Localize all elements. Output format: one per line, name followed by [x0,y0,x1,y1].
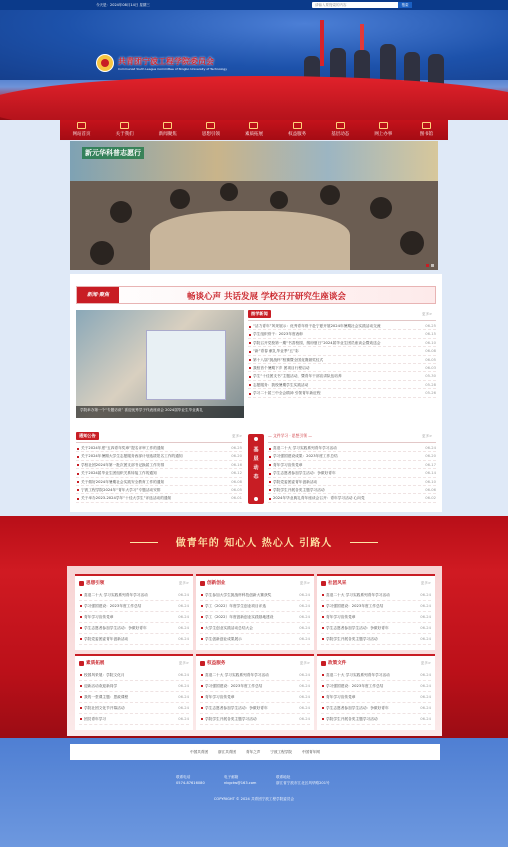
nav-item[interactable] [148,120,188,140]
list-item-date: 06-03 [423,364,436,372]
card-title[interactable]: 政策文件 [328,661,347,666]
carousel-dot[interactable] [426,264,429,267]
nav-item[interactable] [406,120,446,140]
list-item-date: 06-24 [297,612,310,623]
list-item-title[interactable]: 学生志愿者参加学生活动：争做好青年 [84,626,147,630]
school-news-more-link[interactable]: 更多> [422,312,433,316]
league-logo-icon[interactable] [96,54,114,72]
vertical-tab-char: 层 [253,456,259,462]
list-item[interactable] [268,452,436,460]
search-button[interactable]: 搜索 [398,2,412,8]
list-item-date: 06-24 [176,714,189,725]
list-item-date: 06-08 [229,478,242,486]
list-item-date: 06-24 [418,623,431,634]
list-item-date: 06-24 [418,670,431,681]
list-item-date: 06-08 [423,347,436,355]
list-item-date: 06-10 [423,339,436,347]
list-item-title[interactable]: 学院学生开展各类主题学习活动 [205,717,257,721]
list-item[interactable] [321,590,431,601]
list-item-title[interactable]: 第十八届“挑战杯”校赛暨全国竞赛颁奖仪式 [253,357,324,362]
list-item[interactable] [200,670,310,681]
category-card [317,574,435,650]
category-card [196,574,314,650]
site-subtitle: Communist Youth League Committee of Ningbo University of Technology [118,67,227,71]
contact-item [276,774,330,786]
category-card [75,654,193,730]
list-item[interactable] [248,372,436,380]
list-item-title[interactable]: 学院党委团委青年创新活动 [273,479,318,484]
list-item[interactable] [76,452,242,460]
carousel-dot[interactable] [431,264,434,267]
list-item-title[interactable]: 学生组织骨干：2023年度表彰 [253,332,303,337]
main-nav [60,120,448,140]
list-item-title[interactable]: 学习强国建设：2023年度工作总结 [205,684,263,688]
card-list [321,670,431,725]
list-item-title[interactable]: 学院社团文化节开幕活动 [84,706,125,710]
hero-table [150,211,350,270]
search-input[interactable] [312,2,412,8]
list-item-title[interactable]: “活力青年”风采展示：优秀青年骨干赴宁夏开展2024年暑期社会实践活动交流 [253,324,381,328]
book-icon [206,122,215,129]
list-item-date: 06-24 [418,612,431,623]
list-item-date: 06-24 [297,623,310,634]
list-item-title[interactable]: 我校首个暑期下乡 团项目行程启动 [253,365,310,370]
list-item-date: 06-24 [418,681,431,692]
list-item[interactable] [79,714,189,725]
footer-link[interactable]: 浙江共青团 [218,749,237,754]
list-item[interactable] [76,494,242,502]
list-item-title[interactable]: “新”青春 献礼毕业季“五”彩 [253,349,299,354]
list-item-date: 06-20 [423,452,436,460]
shield-icon [200,661,205,666]
divider [248,320,436,321]
list-item-title[interactable]: 学院学生开展各类主题学习活动 [326,717,378,721]
contact-value: 0574-87616080 [176,781,205,785]
list-item[interactable] [321,634,431,645]
list-item[interactable] [248,364,436,372]
list-item-date: 06-24 [418,590,431,601]
hero-overlay-text: 新元华科普志愿行 [82,147,144,159]
nav-item-label: 网上办事 [374,132,393,137]
list-item-title[interactable]: 校园风采展：学院文化月 [84,673,125,677]
list-item[interactable] [268,478,436,486]
list-item[interactable] [79,681,189,692]
school-news-header [248,310,271,318]
list-item-title[interactable]: 喜迎二十大 学习实践系列青年学习活动 [326,593,390,597]
list-item-title[interactable]: 学院学生开展各类主题学习活动 [273,487,325,492]
slogan-dash-right [350,542,378,543]
list-item-title[interactable]: 青年学习宣传党章 [273,462,303,467]
list-item-date: 06-24 [176,692,189,703]
card-title[interactable]: 创新创业 [207,581,226,586]
list-item-title[interactable]: 青年学习宣传党章 [326,695,356,699]
nav-item-label: 权益服务 [288,132,307,137]
list-item[interactable] [79,634,189,645]
library-icon [422,122,431,129]
list-item[interactable] [321,714,431,725]
list-item-date: 06-25 [423,322,436,330]
list-item-title[interactable]: 关于2024年暑期大学生志愿服务西部计划选拔报名工作的通知 [81,454,183,459]
list-item[interactable] [268,486,436,494]
list-item[interactable] [268,444,436,452]
list-item[interactable] [79,623,189,634]
list-item-title[interactable]: 关于做好2024年暑期社会实践安全教育工作的通知 [81,479,165,484]
list-item[interactable] [200,692,310,703]
list-item[interactable] [248,330,436,338]
carousel-dots[interactable] [426,264,434,267]
card-header[interactable] [79,580,104,586]
category-card [317,654,435,730]
slogan-text: 做青年的 知心人 热心人 引路人 [175,538,333,549]
list-item-date: 06-24 [418,714,431,725]
card-title[interactable]: 素质拓展 [86,661,105,666]
list-item[interactable] [76,469,242,477]
list-item-title[interactable]: 学生参加大学生挑战杯科技创新大赛获奖 [205,593,272,597]
list-item-date: 06-24 [418,634,431,645]
contact-value: nbgctw@163.com [224,781,257,785]
list-item-date: 05-28 [423,381,436,389]
list-item[interactable] [248,347,436,355]
card-title[interactable]: 权益服务 [207,661,226,666]
list-item[interactable] [321,681,431,692]
card-header[interactable] [200,580,225,586]
list-item-title[interactable]: 迎新活动欢迎新同学 [84,684,118,688]
list-item-title[interactable]: 志愿服务：我校暑期学生实践活动 [253,382,309,387]
list-item-date: 06-24 [176,703,189,714]
list-item-title[interactable]: 学生“十佳团支书”主题活动，暨青年干部宣讲队伍培养 [253,374,342,379]
list-item-title[interactable]: 2024年毕业典礼青年座谈会召开：青年学习活动 心向党 [273,496,365,501]
bulb-icon [200,581,205,586]
dynamic-title[interactable]: — 文件学习 · 思想引领 — [268,433,313,438]
card-header[interactable] [321,660,346,666]
list-item-date: 06-25 [229,444,242,452]
contact-label: 联系地址 [276,775,291,779]
nav-item[interactable] [234,120,274,140]
list-item[interactable] [79,670,189,681]
nav-item-label: 新闻聚焦 [158,132,177,137]
list-item-title[interactable]: 学生志愿者参加学生活动：争做好青年 [273,471,336,476]
list-item-title[interactable]: 喜迎二十大 学习实践系列青年学习活动 [326,673,390,677]
list-item-date: 06-24 [297,692,310,703]
list-item-date: 06-24 [297,703,310,714]
list-item-date: 06-24 [297,670,310,681]
list-item-title[interactable]: 青年学习宣传党章 [84,615,114,619]
nav-item[interactable] [363,120,403,140]
list-item[interactable] [76,444,242,452]
card-list [79,670,189,725]
list-item[interactable] [248,339,436,347]
list-item[interactable] [321,692,431,703]
star-icon [79,661,84,666]
list-item-title[interactable]: 学生志愿者参加学生活动：争做好青年 [326,626,389,630]
news-photo-caption[interactable]: 学院举办第一个“专题访谈” 喜迎优秀学子代表座谈会 2024届毕业生毕业典礼 [76,406,244,418]
footer-link[interactable]: 中国青年网 [301,749,320,754]
contact-item [224,774,256,786]
school-news-title[interactable]: 图学新闻 [248,310,271,318]
dynamic-more-link[interactable]: 更多> [422,434,433,438]
card-list [321,590,431,645]
list-item-title[interactable]: 关于2024年度“五四青年奖章”提名评审工作的通知 [81,446,165,450]
list-item-title[interactable]: 喜迎二十大 学习实践系列青年学习活动 [273,446,337,450]
card-title[interactable]: 社团风采 [328,581,347,586]
folder-icon [379,122,388,129]
dynamic-header [268,432,312,440]
list-item-title[interactable]: 学习强国建设：2023年度工作总结 [326,684,384,688]
list-item-title[interactable]: 学校社团2024年第一批次团支部书记换届工作安排 [81,462,165,467]
footer-link[interactable]: 宁波工程学院 [270,749,292,754]
list-item[interactable] [321,670,431,681]
category-card [75,574,193,650]
nav-item-label: 图书馆 [419,132,434,137]
list-item-title[interactable]: 学习二十届三中全会精神 引领青年新征程 [253,391,321,396]
card-list [200,670,310,725]
list-item[interactable] [76,461,242,469]
list-item-date: 06-12 [229,469,242,477]
list-item-title[interactable]: 学习强国建设：2023年度工作总结 [84,604,142,608]
list-item[interactable] [200,634,310,645]
category-cards [67,566,442,736]
list-item-title[interactable]: 学院学生开展各类主题学习活动 [326,637,378,641]
list-item-date: 06-24 [176,670,189,681]
list-item-date: 06-24 [297,601,310,612]
list-item-date: 06-24 [418,703,431,714]
list-item[interactable] [79,692,189,703]
nav-item-label: 基层动态 [331,132,350,137]
list-item-title[interactable]: 大学生创业实践活动总结大会 [205,626,253,630]
list-item-title[interactable]: 学生志愿者参加学生活动：争做好青年 [205,706,268,710]
vertical-tab-char: 态 [253,474,259,480]
child-figure [370,197,392,219]
image-icon [249,122,258,129]
flag-pole-icon [320,20,324,66]
list-item[interactable] [76,478,242,486]
list-item[interactable] [321,703,431,714]
list-item-title[interactable]: 喜迎二十大 学习实践系列青年学习活动 [205,673,269,677]
notice-more-link[interactable]: 更多> [232,434,243,438]
list-item[interactable] [248,381,436,389]
card-more-link[interactable]: 更多> [178,581,189,585]
list-item-date: 06-24 [176,601,189,612]
footer-link[interactable]: 中国共青团 [190,749,209,754]
child-figure [90,241,114,265]
contact-label: 联系电话 [176,775,191,779]
card-more-link[interactable]: 更多> [299,661,310,665]
child-figure [320,185,340,205]
list-item[interactable] [76,486,242,494]
list-item[interactable] [200,590,310,601]
list-item-title[interactable]: 学院召开党校第一期“书香校园，缤纷夏日”2024届毕业生团员座谈会暨欢送会 [253,340,381,345]
list-item[interactable] [79,703,189,714]
list-item[interactable] [268,461,436,469]
card-list [79,590,189,645]
nav-item-label: 关于我们 [115,132,134,137]
child-figure [400,231,424,255]
headline-bar[interactable] [76,286,436,304]
list-item-date: 06-10 [423,478,436,486]
list-item-title[interactable]: 喜迎二十大 学习实践系列青年学习活动 [84,593,148,597]
child-figure [270,191,288,209]
child-figure [170,189,190,209]
headline-title[interactable]: 畅谈心声 共话发展 学校召开研究生座谈会 [187,292,346,302]
list-item-date: 06-15 [423,330,436,338]
list-item-title[interactable]: 青年学习宣传党章 [326,615,356,619]
list-item[interactable] [248,356,436,364]
card-more-link[interactable]: 更多> [299,581,310,585]
list-item-date: 06-24 [297,590,310,601]
vertical-tab-char: 基 [253,447,259,453]
list-item-title[interactable]: 学院党委团委青年创新活动 [84,637,129,641]
list-item[interactable] [200,612,310,623]
list-item[interactable] [79,601,189,612]
card-list [200,590,310,645]
list-item-title[interactable]: 我的一堂课主题：思政课程 [84,695,129,699]
list-item-date: 06-24 [297,714,310,725]
list-item-date: 06-24 [176,681,189,692]
list-item[interactable] [79,590,189,601]
news-icon [163,122,172,129]
child-figure [110,201,132,223]
nav-item-label: 思想引领 [201,132,220,137]
copyright: COPYRIGHT © 2024 共青团宁波工程学院委员会 [213,797,295,801]
nav-item[interactable] [191,120,231,140]
list-item-date: 06-14 [423,469,436,477]
list-item[interactable] [248,322,436,330]
card-header[interactable] [79,660,104,666]
list-item-date: 06-06 [423,486,436,494]
list-item[interactable] [321,601,431,612]
list-item-date: 06-05 [229,486,242,494]
child-figure [220,183,238,201]
card-more-link[interactable]: 更多> [420,661,431,665]
list-item-date: 06-01 [229,494,242,502]
list-item-date: 06-24 [297,681,310,692]
contact-value: 浙江省宁波市江北区风华路201号 [276,781,330,785]
people-icon [321,581,326,586]
list-item-title[interactable]: 学生志愿者参加学生活动：争做好青年 [326,706,389,710]
list-item[interactable] [79,612,189,623]
list-item-date: 06-24 [423,444,436,452]
category-card [196,654,314,730]
list-item-date: 05-26 [423,389,436,397]
list-item[interactable] [268,494,436,502]
divider [268,442,436,443]
document-icon [293,122,302,129]
list-item-title[interactable]: 青年学习宣传党章 [205,695,235,699]
list-item[interactable] [248,389,436,397]
poster-board [146,330,226,400]
news-photo[interactable] [76,310,244,418]
list-item-title[interactable]: 学工（2022）年度学生创业项目评选 [205,604,267,608]
contact-label: 电子邮箱 [224,775,239,779]
list-item-date: 06-17 [423,461,436,469]
top-bar [0,0,508,10]
notice-list [76,444,242,503]
list-item-date: 06-24 [297,634,310,645]
nav-item-label: 素质拓展 [244,132,263,137]
list-item[interactable] [200,681,310,692]
notice-header [76,432,99,440]
vertical-tab-char: 动 [253,465,259,471]
nav-item[interactable] [277,120,317,140]
list-item-date: 06-24 [176,634,189,645]
headline-badge: 新闻·聚焦 [77,287,119,303]
list-item-title[interactable]: 学生创新创业成果展示 [205,637,242,641]
dynamic-list [268,444,436,503]
list-item[interactable] [200,623,310,634]
header-banner [0,10,508,120]
footer-links [70,744,440,760]
nav-item[interactable] [62,120,102,140]
list-item-date: 06-24 [418,601,431,612]
list-item[interactable] [321,612,431,623]
list-item-title[interactable]: 学习强国建设成果：2023年度工作总结 [273,454,338,459]
list-item-title[interactable]: 关于举办2023-2024学年“十佳大学生”评选活动的通知 [81,496,172,501]
list-item-title[interactable]: 团员青年学习 [84,717,107,721]
slogan-band [0,516,508,572]
list-item[interactable] [200,714,310,725]
nav-item[interactable] [320,120,360,140]
footer-link[interactable]: 青年之声 [246,749,261,754]
list-item-title[interactable]: 宁波工程学院2024年“青年大学习”专题活动安排 [81,487,161,492]
list-item[interactable] [200,703,310,714]
card-header[interactable] [200,660,225,666]
list-item-date: 06-24 [176,590,189,601]
card-title[interactable]: 思想引领 [86,581,105,586]
search-placeholder: 请输入要搜索的内容 [315,3,347,7]
news-panel [70,274,442,512]
hero-carousel[interactable] [70,141,438,270]
list-item-date: 06-24 [176,623,189,634]
card-more-link[interactable]: 更多> [178,661,189,665]
list-item-date: 06-05 [423,356,436,364]
notice-title[interactable]: 通知公告 [76,432,99,440]
list-item-title[interactable]: 学工（2022）年度创新创业实践基地建设 [205,615,274,619]
nav-item-label: 网站首页 [72,132,91,137]
divider [76,442,242,443]
school-news-list [248,322,436,398]
list-item-date: 06-24 [418,692,431,703]
card-more-link[interactable]: 更多> [420,581,431,585]
building-icon [120,122,129,129]
site-title[interactable]: 共青团宁波工程学院委员会 [118,56,214,66]
list-item[interactable] [268,469,436,477]
chat-icon [336,122,345,129]
file-icon [321,661,326,666]
flag-icon [79,581,84,586]
nav-item[interactable] [105,120,145,140]
contact-item [176,774,205,786]
list-item-date: 05-30 [423,372,436,380]
list-item[interactable] [200,601,310,612]
banner-ribbon [0,76,508,120]
list-item-title[interactable]: 学习强国建设：2023年度工作总结 [326,604,384,608]
grassroots-vertical-tab[interactable] [248,434,264,504]
list-item-date: 06-20 [229,452,242,460]
date-text: 今天是：2024年08月14日 星期三 [96,3,150,7]
list-item[interactable] [321,623,431,634]
card-header[interactable] [321,580,346,586]
list-item-date: 06-24 [176,612,189,623]
list-item-title[interactable]: 关于2024届毕业生团组织关系转接工作的通知 [81,471,157,476]
home-icon [77,122,86,129]
list-item-date: 06-16 [229,461,242,469]
list-item-date: 06-02 [423,494,436,502]
